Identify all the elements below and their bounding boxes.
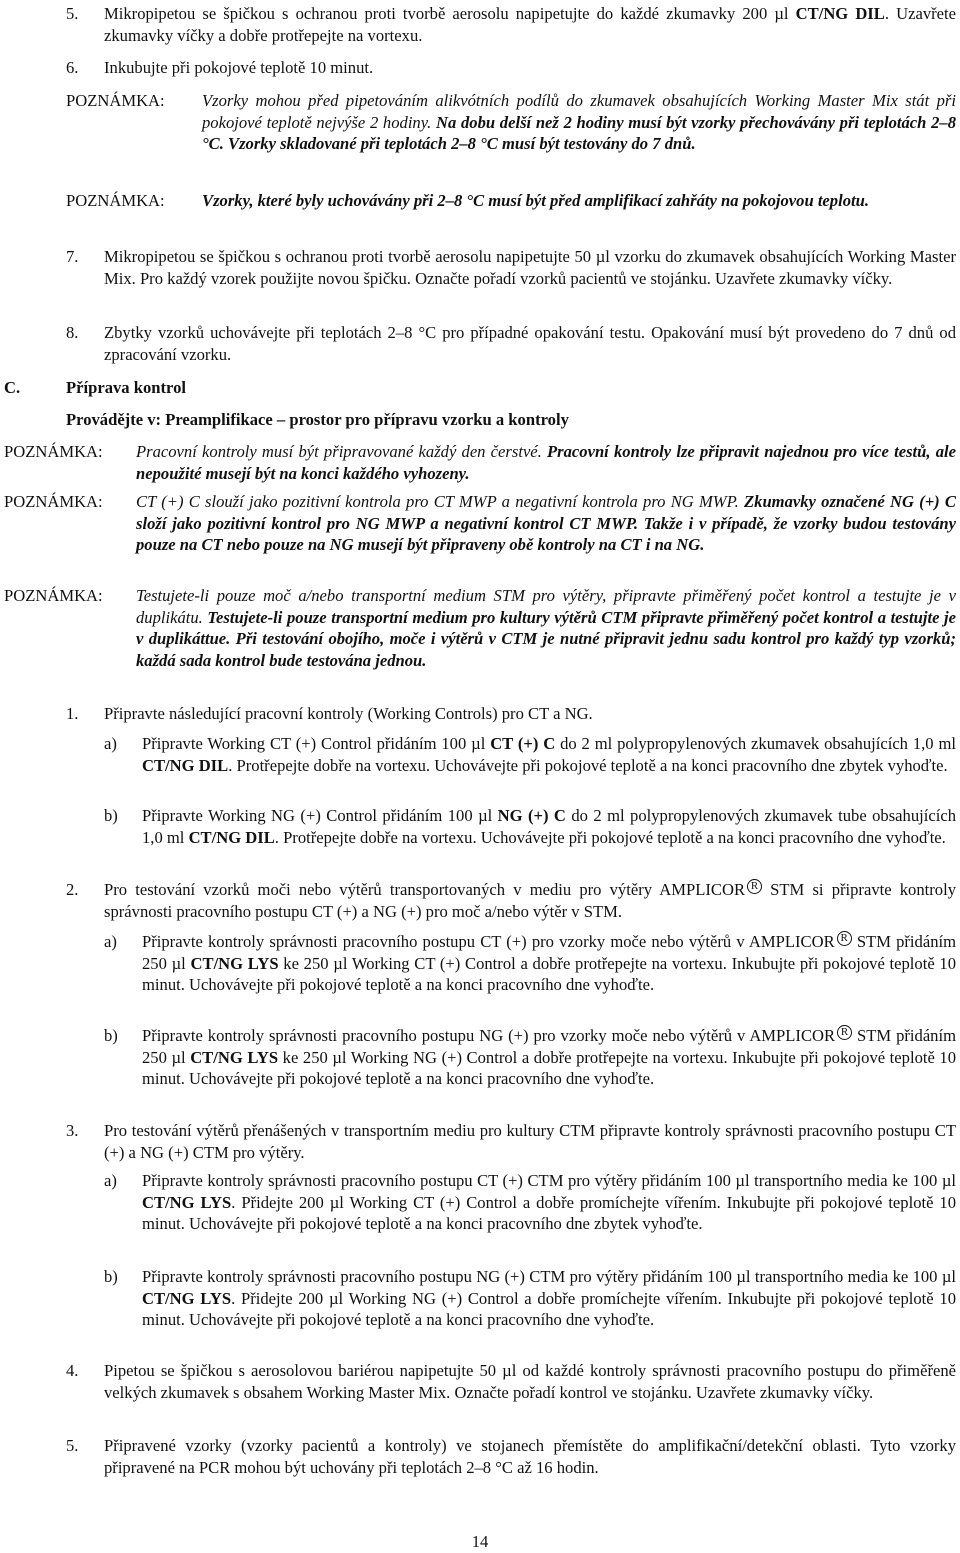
substep-text [142,1266,956,1331]
note-4 [4,491,956,556]
step-text: Připravte následující pracovní kontroly (Working Controls) pro CT a NG. [104,704,593,723]
step-5 [66,3,956,46]
reagent-name: CT/NG LYS [142,1288,232,1308]
note-label: POZNÁMKA: [4,492,103,511]
reagent-name: CT/NG LYS [190,953,279,973]
text-run: Připravte kontroly správnosti pracovního postupu NG (+) CTM pro výtěry přidáním 100 µl transportního media ke 100 µl [142,1267,956,1286]
text-run: . Protřepejte dobře na vortexu. Uchovávejte při pokojové teplotě a na konci pracovního dne vyhoďte. [274,827,946,847]
note-1 [66,90,956,155]
text-run: CT (+) C slouží jako pozitivní kontrola pro CT MWP a negativní kontrola pro NG MWP. [136,492,745,511]
control-step-1 [66,703,956,725]
text-run: Připravte kontroly správnosti pracovního postupu CT (+) pro vzorky moče nebo výtěrů v AMPLICOR [142,932,835,951]
step-number: 1. [66,704,79,723]
step-7 [66,246,956,289]
substep-text [142,1025,956,1090]
substep-text [142,931,956,996]
step-number: 2. [66,880,79,899]
note-label: POZNÁMKA: [66,191,165,210]
step-text: Připravené vzorky (vzorky pacientů a kontroly) ve stojanech přemístěte do amplifikační/detekční oblasti. Tyto vzorky připravené na PCR mohou být uchovány při teplotách 2–8 °C až 16 hodin. [104,1436,956,1477]
step-text [104,3,956,46]
step-text: Pro testování výtěrů přenášených v transportním mediu pro kultury CTM připravte kontroly správnosti pracovního postupu CT (+) a NG (+) CTM pro výtěry. [104,1121,956,1162]
control-step-3 [66,1120,956,1163]
note-text [136,585,956,671]
reagent-name: CT/NG DIL [795,4,885,23]
section-title: Příprava kontrol [66,378,186,397]
step-number: 4. [66,1361,79,1380]
control-step-1b [104,805,956,848]
reagent-name: CT/NG DIL [142,755,229,775]
text-run-bold: Na dobu delší než 2 hodiny musí být vzorky přechovávány při teplotách 2–8 °C. Vzorky skladované při teplotách 2–8 °C musí být testovány do 7 dnů. [202,112,956,154]
text-run-bold: Pracovní kontroly lze připravit najednou pro více testů, ale nepoužité musejí být na konci každého vyhozeny. [136,442,957,483]
note-2 [66,190,956,212]
text-run: Připravte kontroly správnosti pracovního postupu CT (+) CTM pro výtěry přidáním 100 µl transportního media ke 100 µl [142,1171,956,1190]
text-run: do 2 ml polypropylenových zkumavek obsahujících 1,0 ml [555,734,956,753]
step-number: 5. [66,1436,79,1455]
reagent-name: NG (+) C [497,806,566,825]
text-run: Připravte kontroly správnosti pracovního postupu NG (+) pro vzorky moče nebo výtěrů v AMPLICOR [142,1026,836,1045]
step-number: 7. [66,247,79,266]
substep-letter: b) [104,1267,118,1286]
page-number: 14 [471,1532,489,1551]
step-text: Zbytky vzorků uchovávejte při teplotách 2–8 °C pro případné opakování testu. Opakování musí být provedeno do 7 dnů od zpracování vzorku. [104,323,956,364]
step-number: 6. [66,58,79,77]
step-number: 5. [66,4,79,23]
text-run: STM přidáním 250 µl [142,1026,957,1067]
section-c-subtitle: Provádějte v: Preamplifikace – prostor pro přípravu vzorku a kontroly [66,410,569,429]
text-run: STM přidáním 250 µl [142,932,957,973]
text-run: do 2 ml polypropylenových zkumavek tube obsahujících 1,0 ml [142,806,956,847]
step-6 [66,57,956,79]
note-5 [4,585,956,671]
registered-mark-icon: R [747,879,762,894]
text-run: ke 250 µl Working CT (+) Control a dobře protřepejte na vortexu. Inkubujte při pokojové teplotě 10 minut. Uchovávejte při pokojové teplotě a na konci pracovního dne vyhoďte. [142,953,957,995]
section-letter: C. [4,378,21,397]
control-step-2b [104,1025,956,1090]
registered-mark-icon: R [837,1025,852,1040]
note-text [202,90,956,155]
substep-letter: a) [104,734,117,753]
reagent-name: CT/NG LYS [142,1192,232,1212]
step-number: 3. [66,1121,79,1140]
step-8 [66,322,956,365]
note-label: POZNÁMKA: [4,586,103,605]
registered-mark-icon: R [837,931,852,946]
control-step-3a [104,1170,956,1235]
note-text [136,441,956,484]
text-run: Pracovní kontroly musí být připravované každý den čerstvé. [136,442,548,461]
note-text: Vzorky, které byly uchovávány při 2–8 °C musí být před amplifikací zahřáty na pokojovou teplotu. [202,191,869,210]
text-run: . Uzavřete zkumavky víčky a dobře protřepejte na vortexu. [104,4,956,45]
text-run: Mikropipetou se špičkou s ochranou proti tvorbě aerosolu napipetujte do každé zkumavky 200 µl [104,4,796,23]
text-run: . Protřepejte dobře na vortexu. Uchovávejte při pokojové teplotě a na konci pracovního dne zbytek vyhoďte. [228,755,948,775]
step-text: Mikropipetou se špičkou s ochranou proti tvorbě aerosolu napipetujte 50 µl vzorku do zkumavek obsahujících Working Master Mix. Pro každý vzorek použijte novou špičku. Označte pořadí vzorků pacientů ve stojánku. Uzavřete zkumavky víčky. [104,247,956,288]
step-number: 8. [66,323,79,342]
control-step-4 [66,1360,956,1403]
text-run: Připravte Working CT (+) Control přidáním 100 µl [142,734,491,753]
substep-text [142,733,956,776]
note-label: POZNÁMKA: [66,91,165,110]
control-step-2 [66,879,956,922]
text-run: ke 250 µl Working NG (+) Control a dobře protřepejte na vortexu. Inkubujte při pokojové teplotě 10 minut. Uchovávejte při pokojové teplotě a na konci pracovního dne vyhoďte. [142,1047,956,1089]
text-run: . Přidejte 200 µl Working NG (+) Control a dobře promíchejte vířením. Inkubujte při pokojové teplotě 10 minut. Uchovávejte při pokojové teplotě a na konci pracovního dne vyhoďte. [142,1288,956,1330]
text-run: STM si připravte kontroly správnosti pracovního postupu CT (+) a NG (+) pro moč a/nebo výtěr v STM. [104,880,956,921]
note-3 [4,441,956,484]
substep-letter: b) [104,1026,118,1045]
reagent-name: CT (+) C [490,734,556,753]
control-step-3b [104,1266,956,1331]
reagent-name: CT/NG DIL [188,827,275,847]
step-text: Pipetou se špičkou s aerosolovou bariérou napipetujte 50 µl od každé kontroly správnosti pracovního postupu do přiměřeně velkých zkumavek s obsahem Working Master Mix. Označte pořadí kontrol ve stojánku. Uzavřete zkumavky víčky. [104,1361,956,1402]
control-step-1a [104,733,956,776]
note-text [136,491,956,556]
text-run: Vzorky mohou před pipetováním alikvótních podílů do zkumavek obsahujících Working Master Mix stát při pokojové teplotě nejvýše 2 hodiny. [202,91,956,132]
note-label: POZNÁMKA: [4,442,103,461]
control-step-5 [66,1435,956,1478]
substep-letter: b) [104,806,118,825]
text-run: Testujete-li pouze moč a/nebo transportní medium STM pro výtěry, připravte přiměřený počet kontrol a testujte je v duplikátu. [136,586,956,627]
reagent-name: CT/NG LYS [190,1047,279,1067]
step-text [104,879,956,922]
text-run: . Přidejte 200 µl Working CT (+) Control a dobře promíchejte vířením. Inkubujte při pokojové teplotě 10 minut. Uchovávejte při pokojové teplotě a na konci pracovního dne zbytek vyhoďte. [142,1192,956,1234]
substep-text [142,805,956,848]
text-run: Připravte Working NG (+) Control přidáním 100 µl [142,806,498,825]
text-run-bold: Zkumavky označené NG (+) C složí jako pozitivní kontrol pro NG MWP a negativní kontrol CT MWP. Takže i v případě, že vzorky budou testovány pouze na CT nebo pouze na NG musejí být připraveny obě kontroly na CT i na NG. [136,492,956,555]
substep-letter: a) [104,932,117,951]
text-run-bold: Testujete-li pouze transportní medium pro kultury výtěrů CTM připravte přiměřený počet kontrol a testujte je v duplikáttue. Při testování obojího, moče i výtěrů v CTM je nutné připravit jednu sadu kontrol pro každý typ vzorků; každá sada kontrol bude testována jednou. [136,607,956,670]
substep-text [142,1170,956,1235]
text-run: Pro testování vzorků moči nebo výtěrů transportovaných v mediu pro výtěry AMPLICOR [104,880,746,899]
step-text: Inkubujte při pokojové teplotě 10 minut. [104,58,374,77]
control-step-2a [104,931,956,996]
substep-letter: a) [104,1171,117,1190]
